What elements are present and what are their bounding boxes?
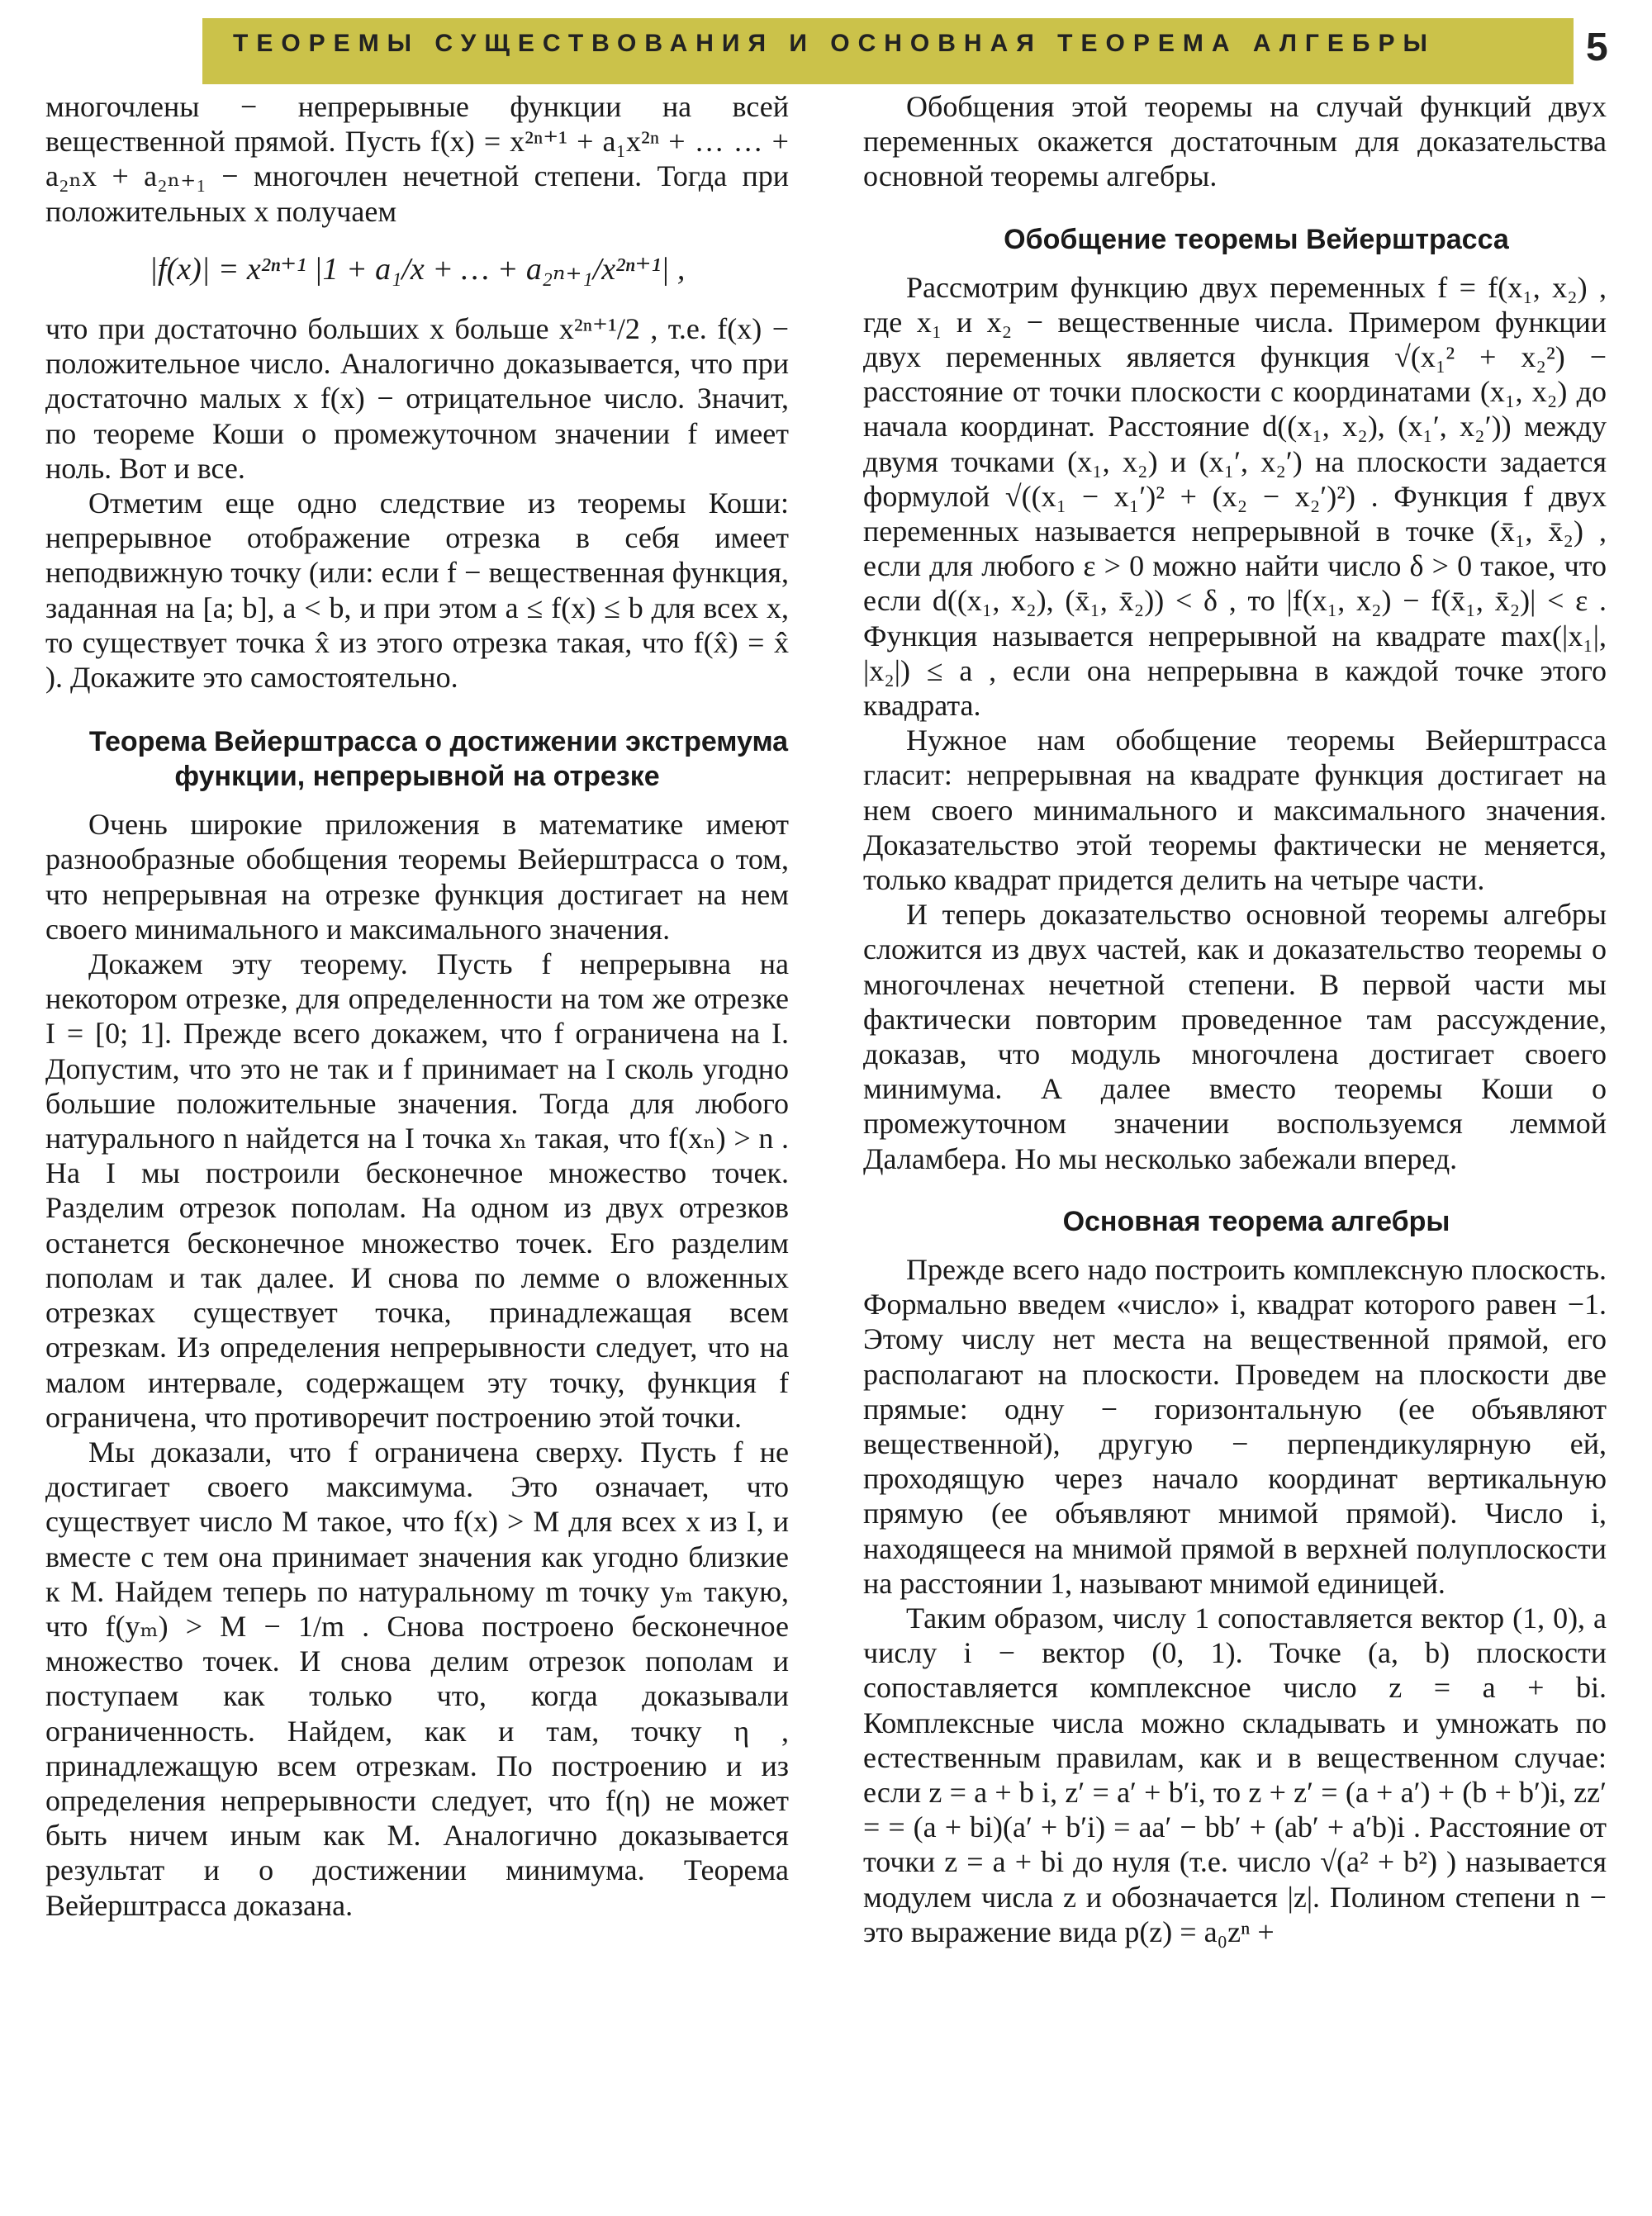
paragraph: Обобщения этой теоремы на случай функций двух переменных окажется достаточным для доказательства основной теоремы алгебры. (863, 90, 1607, 193)
paragraph: Рассмотрим функцию двух переменных f = f(x₁, x₂) , где x₁ и x₂ − вещественные числа. Примером функции двух переменных является функция √(x₁² + x₂²) − расстояние от точки плоскости с координатами (x₁, x₂) до начала координат. Расстояние d((x₁, x₂), (x₁′, x₂′)) между двумя точками (x₁, x₂) и (x₁′, x₂′) на плоскости задается формулой √((x₁ − x₁′)² + (x₂ − x₂′)²) . Функция f двух переменных называется непрерывной в точке (x̄₁, x̄₂) , если для любого ε > 0 можно найти число δ > 0 такое, что если d((x₁, x₂), (x̄₁, x̄₂)) < δ , то |f(x₁, x₂) − f(x̄₁, x̄₂)| < ε . Функция называется непрерывной на квадрате max(|x₁|, |x₂|) ≤ a , если она непрерывна в каждой точке этого квадрата. (863, 270, 1607, 723)
paragraph: многочлены − непрерывные функции на всей вещественной прямой. Пусть f(x) = x²ⁿ⁺¹ + a₁x²ⁿ + … … + a₂ₙx + a₂ₙ₊₁ − многочлен нечетной степени. Тогда при положительных x получаем (45, 90, 789, 228)
section-heading: Основная теорема алгебры (1062, 1205, 1450, 1237)
page-header (0, 0, 1652, 103)
right-column (863, 89, 1607, 1949)
paragraph: Очень широкие приложения в математике имеют разнообразные обобщения теоремы Вейерштрасса о том, что непрерывная на отрезке функция достигает на нем своего минимального и максимального значения. (45, 808, 789, 946)
running-title: ТЕОРЕМЫ СУЩЕСТВОВАНИЯ И ОСНОВНАЯ ТЕОРЕМА АЛГЕБРЫ (233, 30, 1436, 57)
paragraph: Нужное нам обобщение теоремы Вейерштрасса гласит: непрерывная на квадрате функция достигает на нем своего минимального и максимального значения. Доказательство этой теоремы фактически не меняется, только квадрат придется делить на четыре части. (863, 724, 1607, 897)
paragraph: что при достаточно больших x больше x²ⁿ⁺¹/2 , т.е. f(x) − положительное число. Аналогично доказывается, что при достаточно малых x f(x) − отрицательное число. Значит, по теореме Коши о промежуточном значении f имеет ноль. Вот и все. (45, 312, 789, 485)
paragraph: Докажем эту теорему. Пусть f непрерывна на некотором отрезке, для определенности на том же отрезке I = [0; 1]. Прежде всего докажем, что f ограничена на I. Допустим, что это не так и f принимает на I сколь угодно большие положительные значения. Тогда для любого натурального n найдется на I точка xₙ такая, что f(xₙ) > n . На I мы построили бесконечное множество точек. Разделим отрезок пополам. На одном из двух отрезков останется бесконечное множество точек. Его разделим пополам и так далее. И снова по лемме о вложенных отрезках существует точка, принадлежащая всем отрезкам. Из определения непрерывности следует, что на малом интервале, содержащем эту точку, функция f ограничена, что противоречит построению этой точки. (45, 947, 789, 1434)
paragraph: И теперь доказательство основной теоремы алгебры сложится из двух частей, как и доказательство теоремы о многочленах нечетной степени. В первой части мы фактически повторим проведенное там рассуждение, доказав, что модуль многочлена достигает своего минимума. А далее вместо теоремы Коши о промежуточном значении воспользуемся леммой Даламбера. Но мы несколько забежали вперед. (863, 898, 1607, 1175)
paragraph: Прежде всего надо построить комплексную плоскость. Формально введем «число» i, квадрат которого равен −1. Этому числу нет места на вещественной прямой, его располагают на плоскости. Проведем на плоскости две прямые: одну − горизонтальную (ее объявляют вещественной), другую − перпендикулярную ей, проходящую через начало координат вертикальную прямую (ее объявляют мнимой прямой). Число i, находящееся на мнимой прямой в верхней полуплоскости на расстоянии 1, называют мнимой единицей. (863, 1252, 1607, 1600)
formula: |f(x)| = x²ⁿ⁺¹ |1 + a₁/x + … + a₂ₙ₊₁/x²ⁿ⁺¹| , (149, 251, 686, 287)
paragraph: Мы доказали, что f ограничена сверху. Пусть f не достигает своего максимума. Это означает, что существует число M такое, что f(x) > M для всех x из I, и вместе с тем она принимает значения как угодно близкие к M. Найдем теперь по натуральному m точку yₘ такую, что f(yₘ) > M − 1/m . Снова построено бесконечное множество точек. И снова делим отрезок пополам и поступаем как только что, когда доказывали ограниченность. Найдем, как и там, точку η , принадлежащую всем отрезкам. По построению и из определения непрерывности следует, что f(η) не может быть ничем иным как M. Аналогично доказывается результат и о достижении минимума. Теорема Вейерштрасса доказана. (45, 1435, 789, 1922)
left-column (45, 89, 789, 1923)
section-heading: Обобщение теоремы Вейерштрасса (1004, 223, 1509, 255)
paragraph: Отметим еще одно следствие из теоремы Коши: непрерывное отображение отрезка в себя имеет неподвижную точку (или: если f − вещественная функция, заданная на [a; b], a < b, и при этом a ≤ f(x) ≤ b для всех x, то существует точка x̂ из этого отрезка такая, что f(x̂) = x̂ ). Докажите это самостоятельно. (45, 486, 789, 695)
section-heading: Теорема Вейерштрасса о достижении экстремума функции, непрерывной на отрезке (88, 726, 789, 793)
paragraph: Таким образом, числу 1 сопоставляется вектор (1, 0), а числу i − вектор (0, 1). Точке (a, b) плоскости сопоставляется комплексное число z = a + bi. Комплексные числа можно складывать и умножать по естественным правилам, как и в вещественном случае: если z = a + b i, z′ = a′ + b′i, то z + z′ = (a + a′) + (b + b′)i, zz′ = = (a + bi)(a′ + b′i) = aa′ − bb′ + (ab′ + a′b)i . Расстояние от точки z = a + bi до нуля (т.е. число √(a² + b²) ) называется модулем числа z и обозначается |z|. Полином степени n − это выражение вида p(z) = a₀zⁿ + (863, 1601, 1607, 1948)
page-number: 5 (1586, 26, 1608, 69)
